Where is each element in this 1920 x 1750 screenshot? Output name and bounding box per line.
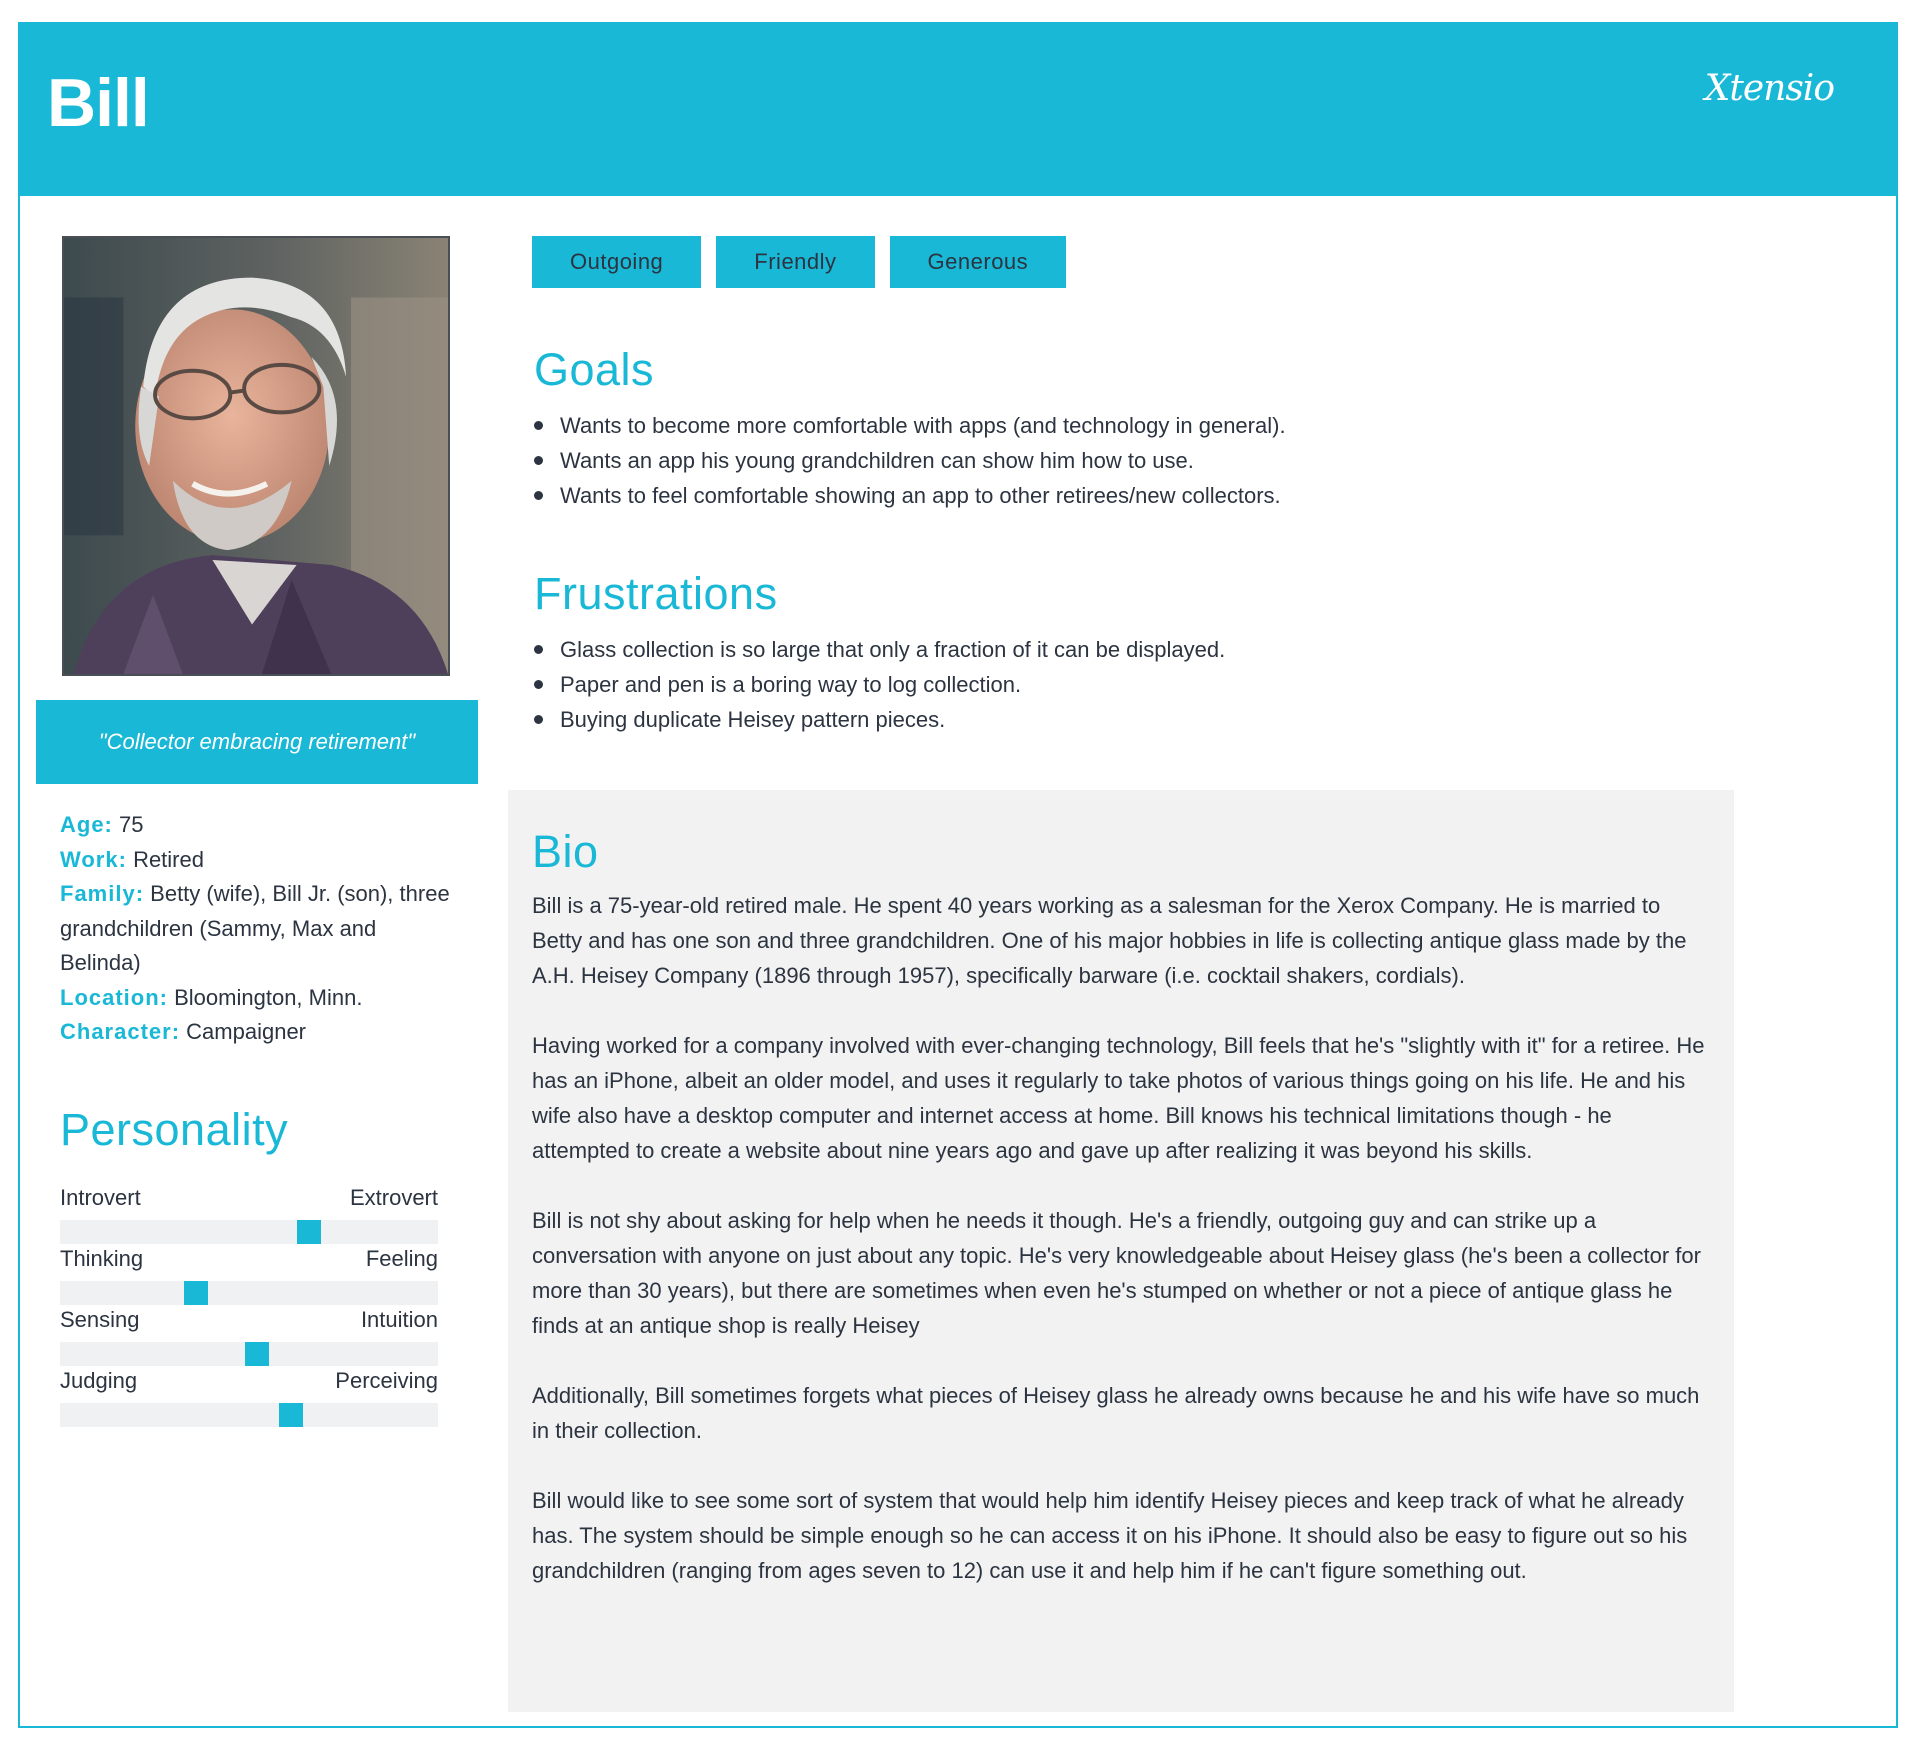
personality-traits xyxy=(60,1184,438,1428)
fact-label: Work: xyxy=(60,846,127,872)
list-item: Wants an app his young grandchildren can show him how to use. xyxy=(532,443,1286,478)
bio-paragraph: Bill would like to see some sort of system that would help him identify Heisey pieces and keep track of what he already has. The system should be simple enough so he can access it on his iPhone. It should also be easy to figure out so his grandchildren (ranging from ages seven to 12) can use it and help him if he can't figure something out. xyxy=(532,1488,1688,1583)
list-item: Wants to become more comfortable with apps (and technology in general). xyxy=(532,408,1286,443)
frustrations-title: Frustrations xyxy=(534,568,778,619)
bio-paragraph: Bill is a 75-year-old retired male. He spent 40 years working as a salesman for the Xerox Company. He is married to Betty and has one son and three grandchildren. One of his major hobbies in life is collecting antique glass made by the A.H. Heisey Company (1896 through 1957), specifically barware (i.e. cocktail shakers, cordials). xyxy=(532,893,1687,988)
fact-value: 75 xyxy=(119,812,144,837)
list-item: Paper and pen is a boring way to log collection. xyxy=(532,667,1225,702)
fact-label: Location: xyxy=(60,984,168,1010)
bio-text xyxy=(532,888,1712,1623)
fact-value: Bloomington, Minn. xyxy=(174,984,363,1010)
fact-work xyxy=(60,843,460,878)
personality-tags xyxy=(532,236,1066,288)
trait-judging-perceiving xyxy=(60,1367,438,1428)
trait-left-label: Thinking xyxy=(60,1246,144,1271)
header-banner xyxy=(20,24,1896,196)
tag-generous: Generous xyxy=(890,236,1067,288)
persona-photo xyxy=(62,236,450,676)
brand-logo: Xtensio xyxy=(1704,68,1834,109)
bio-paragraph: Having worked for a company involved with ever-changing technology, Bill feels that he's "slightly with it" for a retiree. He has an iPhone, albeit an older model, and uses it regularly to take photos of various things going on his life. He and his wife also have a desktop computer and internet access at home. Bill knows his technical limitations though - he attempted to create a website about nine years ago and gave up after realizing it was beyond his skills. xyxy=(532,1033,1705,1163)
fact-character xyxy=(60,1015,460,1050)
fact-value: Campaigner xyxy=(186,1019,307,1044)
list-item: Glass collection is so large that only a fraction of it can be displayed. xyxy=(532,632,1225,667)
fact-value: Betty (wife), Bill Jr. (son), three grandchildren (Sammy, Max and Belinda) xyxy=(60,881,450,975)
trait-right-label: Extrovert xyxy=(349,1185,438,1210)
frustrations-list xyxy=(532,632,1225,737)
trait-right-label: Intuition xyxy=(360,1307,438,1332)
trait-left-label: Judging xyxy=(60,1368,138,1393)
trait-thinking-feeling xyxy=(60,1245,438,1306)
personality-title: Personality xyxy=(60,1104,289,1155)
goals-title: Goals xyxy=(534,344,655,395)
trait-slider-marker xyxy=(297,1220,321,1244)
goals-list xyxy=(532,408,1286,513)
bio-panel xyxy=(508,790,1734,1712)
trait-sensing-intuition xyxy=(60,1306,438,1367)
trait-right-label: Feeling xyxy=(365,1246,438,1271)
bio-paragraph: Additionally, Bill sometimes forgets what pieces of Heisey glass he already owns because he and his wife have so much in their collection. xyxy=(532,1383,1700,1443)
tag-friendly: Friendly xyxy=(716,236,874,288)
trait-slider-marker xyxy=(245,1342,269,1366)
trait-slider-track xyxy=(60,1220,438,1244)
trait-slider-marker xyxy=(184,1281,208,1305)
trait-introvert-extrovert xyxy=(60,1184,438,1245)
fact-value: Retired xyxy=(133,846,204,872)
bio-title: Bio xyxy=(532,826,599,877)
list-item: Buying duplicate Heisey pattern pieces. xyxy=(532,702,1225,737)
bio-paragraph: Bill is not shy about asking for help when he needs it though. He's a friendly, outgoing guy and can strike up a conversation with anyone on just about any topic. He's very knowledgeable about Heisey glass (he's been a collector for more than 30 years), but there are sometimes when even he's stumped on whether or not a piece of antique glass he finds at an antique shop is really Heisey xyxy=(532,1208,1701,1338)
persona-facts xyxy=(60,808,460,1050)
fact-label: Character: xyxy=(60,1019,181,1044)
trait-slider-track xyxy=(60,1281,438,1305)
trait-slider-track xyxy=(60,1403,438,1427)
portrait-image xyxy=(64,238,448,674)
fact-family xyxy=(60,877,460,981)
list-item: Wants to feel comfortable showing an app to other retirees/new collectors. xyxy=(532,478,1286,513)
fact-label: Family: xyxy=(60,881,145,906)
persona-quote: "Collector embracing retirement" xyxy=(36,700,478,784)
fact-label: Age: xyxy=(60,812,113,837)
trait-slider-marker xyxy=(279,1403,303,1427)
trait-right-label: Perceiving xyxy=(335,1368,438,1393)
trait-left-label: Introvert xyxy=(60,1185,141,1210)
persona-name: Bill xyxy=(47,65,149,141)
persona-card xyxy=(18,22,1898,1728)
trait-left-label: Sensing xyxy=(60,1307,140,1332)
fact-age xyxy=(60,808,460,843)
tag-outgoing: Outgoing xyxy=(532,236,701,288)
fact-location xyxy=(60,981,460,1016)
trait-slider-track xyxy=(60,1342,438,1366)
